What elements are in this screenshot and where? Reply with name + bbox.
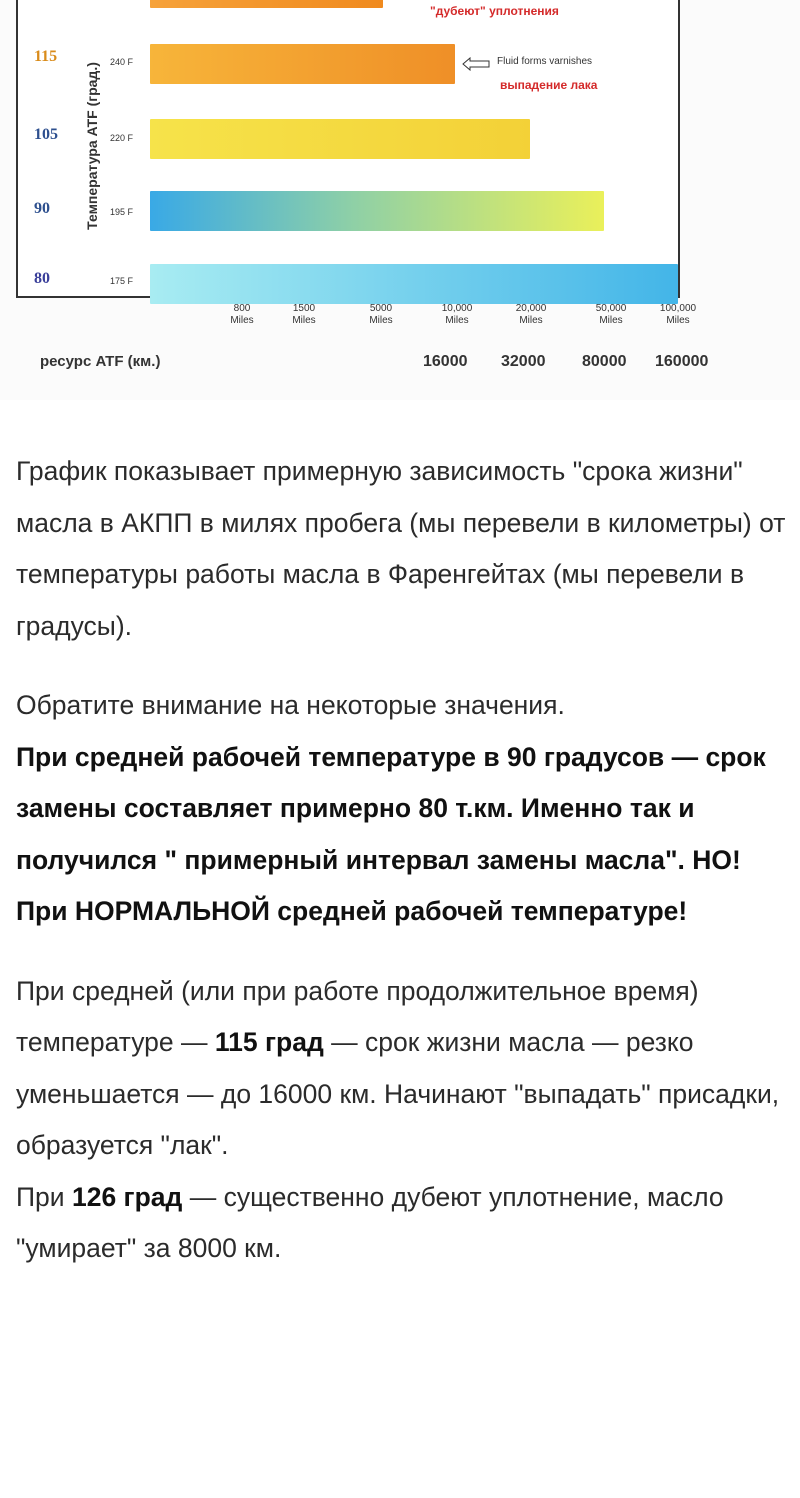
annotation-lak: выпадение лака — [500, 78, 598, 92]
fahr-label-175: 175 F — [110, 276, 134, 286]
mile-tick-unit: Miles — [666, 315, 690, 326]
mile-tick — [648, 303, 708, 327]
mile-tick-value: 5000 — [369, 303, 393, 314]
bar-126 — [150, 0, 383, 8]
mile-tick-unit: Miles — [519, 315, 543, 326]
bar-105 — [150, 119, 530, 159]
fahr-label-195: 195 F — [110, 207, 134, 217]
mile-tick — [351, 303, 411, 327]
deg-label-105: 105 — [34, 126, 58, 143]
km-tick-160000: 160000 — [655, 353, 709, 370]
paragraph-high-temp — [16, 966, 786, 1275]
text-part: — существенно дубеют уплотнение, масло "умирает" за 8000 км. — [16, 1181, 724, 1263]
mile-tick-value: 10,000 — [441, 303, 473, 314]
km-tick-32000: 32000 — [501, 353, 546, 370]
mile-tick-value: 20,000 — [515, 303, 547, 314]
paragraph-chart-description: График показывает примерную зависимость "срока жизни" масла в АКПП в милях пробега (мы перевели в километры) от температуры работы масла в Фаренгейтах (мы перевели в градусы). — [16, 456, 786, 641]
annotation-fluid-varnishes: Fluid forms varnishes — [497, 56, 593, 67]
bar-115 — [150, 44, 455, 84]
km-tick-80000: 80000 — [582, 353, 627, 370]
mile-tick — [501, 303, 561, 327]
paragraph-note — [16, 680, 786, 938]
deg-label-90: 90 — [34, 200, 50, 217]
mile-tick-unit: Miles — [292, 315, 316, 326]
mile-tick-unit: Miles — [599, 315, 623, 326]
text-part: При средней (или при работе продолжительное время) температуре — — [16, 975, 699, 1057]
mile-tick — [274, 303, 334, 327]
text-part: — срок жизни масла — резко уменьшается — до 16000 км. Начинают "выпадать" присадки, образуется "лак". — [16, 1027, 780, 1160]
temp-126: 126 град — [71, 1181, 183, 1212]
deg-label-80: 80 — [34, 270, 50, 287]
bar-80 — [150, 264, 678, 304]
mile-tick — [212, 303, 272, 327]
article-body — [16, 446, 786, 1303]
mile-tick-unit: Miles — [230, 315, 254, 326]
km-tick-16000: 16000 — [423, 353, 468, 370]
mile-tick-unit: Miles — [445, 315, 469, 326]
mile-tick-value: 50,000 — [595, 303, 627, 314]
arrow-left-icon — [462, 57, 490, 71]
note-intro: Обратите внимание на некоторые значения. — [16, 690, 565, 720]
chart-figure — [0, 0, 800, 400]
mile-tick-value: 100,000 — [659, 303, 697, 314]
temp-115: 115 град — [214, 1027, 324, 1057]
note-bold: При средней рабочей температуре в 90 градусов — срок замены составляет примерно 80 т.км. Именно так и получился " примерный интервал замены масла". НО! При НОРМАЛЬНОЙ средней рабочей температуре! — [16, 741, 766, 926]
mile-tick — [581, 303, 641, 327]
bar-90 — [150, 191, 604, 231]
mile-tick-value: 800 — [233, 303, 251, 314]
mile-tick-value: 1500 — [292, 303, 316, 314]
mile-tick — [427, 303, 487, 327]
fahr-label-240: 240 F — [110, 57, 134, 67]
fahr-label-220: 220 F — [110, 133, 134, 143]
text-part: При — [16, 1181, 65, 1212]
deg-label-115: 115 — [34, 48, 58, 65]
x-axis-label: ресурс ATF (км.) — [40, 353, 161, 370]
mile-tick-unit: Miles — [369, 315, 393, 326]
y-axis-label: Температура ATF (град.) — [84, 62, 100, 230]
annotation-seals: "дубеют" уплотнения — [430, 4, 559, 18]
